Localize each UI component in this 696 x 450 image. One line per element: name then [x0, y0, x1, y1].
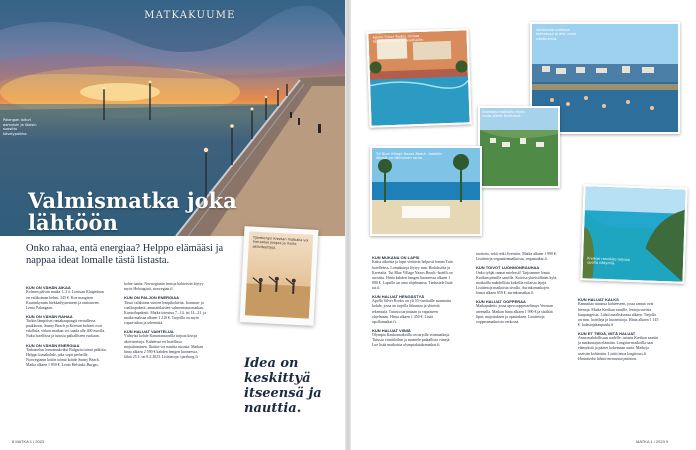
price-note: Hintatiedot lähteä mennessä painoon. [578, 356, 638, 361]
article-title: Valmismatka joka lähtöön [28, 188, 237, 235]
right-column-3 [578, 294, 660, 362]
heading: KUN HALUAT KALKS [578, 297, 619, 302]
left-page [0, 0, 346, 450]
heading: KUN TOIVOT LUONNONRAUHAA [476, 265, 540, 271]
paragraph: Apollo Silver Rodos on yli 55-vuotiaille suunnattu kohde, jossa on tarjolla liikuntaa ja yhteistä tekemistä. Tutustu tarjontaan ja vapaaseen ohjelmaan. Hinta alkaen 1 450 €. Lisää apollomatkat.fi. [372, 299, 451, 324]
paragraph: Kannattaa tutustua kohteeseen, jossa rannat ovat hienoja. Matka Kreikan saarille, lentoja useista kaupungeista. Lähtö maaliskuusta alkaen. Tarjolla on mm. hotelleja ja huoneistoja. Hinta alkaen 1 145 €. kalastajakaupunki.fi [578, 302, 659, 327]
left-column-1 [26, 282, 108, 369]
heading: KUN HALUAT VIINIÄ [372, 327, 411, 333]
folio-right: MATKA 1 / 2023 9 [636, 439, 669, 444]
heading: KUN ET TIEDÄ, MITÄ HALUAT [578, 330, 636, 336]
heading: KUN ON VÄHÄN RAHAA [26, 313, 73, 319]
paragraph: Tässä valikoima vuoren lempikohteita. Ironman- ja vaelluspaketit, ammattilaisten valmentama matkan, Kuntoilupaketti. Matka toteutuu 7.–14. tai 14.–21. ja matka maksaa alkaen 1 210 €. Tarjoilla on myös vapaa-aikaa ja tekemistä. [124, 300, 207, 325]
paragraph: Anna mahdollisuus uudelle: tutustu Kreikan saariin ja matkustajan elämään. Longitur-matkoilla saat elämyksiä ja pääset kokemaan uutta. Matkoja useisiin kohteisiin. Lisää tietoa longitours.fi [578, 336, 659, 356]
photo-greek-coast [478, 106, 560, 188]
heading: KUN HALUAT HENGÄSTYÄ [372, 293, 425, 299]
page-gutter [345, 0, 351, 450]
photo-caption: Tui Blue Village Naxos Beach -hotellin lähellä on Välimeren ranta. [376, 152, 442, 161]
heading: KUN HALUAT OOPPERAA [476, 299, 526, 305]
heading: KUN ON PALJON ENERGIAA [124, 295, 180, 301]
lead-paragraph: Onko rahaa, entä energiaa? Helppo elämääsi ja nappaa ideat lomalle tästä listasta. [26, 243, 224, 266]
polaroid-caption: Tjäreborgin Kreetan matkalla voi harrastaa joogaa ja muita aktiviteetteja. [252, 235, 309, 250]
section-label: MATKAKUUME [144, 10, 236, 21]
photo-caption: Kreikan rannikko tarjoaa upeita näkymiä. [586, 256, 630, 266]
right-column-2 [476, 252, 558, 325]
yoga-polaroid-photo [240, 226, 319, 326]
photo-caption: Stairway-matkoilla myös ranta-lomat Kreikassa. [482, 110, 526, 119]
paragraph: Onko tyhjät rannat mielessä? Tarjoamme lomia Kreikan pienille saarille. Kotoisa yhteisöllinen kylä, matkoilla mahdollista kokeilla erilaisia lajeja. Lisätietoja matkoista sivulla. Aurinkomatkojen lomat alkaen 659 €. aurinkomatkat.fi [476, 270, 558, 295]
yoga-photo [245, 231, 313, 318]
paragraph: Kaksi aikuista ja lapsi viettävät helposti loman Tuin hotelleissa. Lomakoteja löytyy mm. Rodokselta ja Kreetalta. Tui Blue Village Naxos Beach -hotelli on suosittu. Hinta kahden hengen huoneessa alkaen 1 080 €. Lapsille on oma ohjelmansa. Tiedustele lisää tui.fi. [372, 260, 453, 290]
right-column-1 [372, 252, 454, 349]
paragraph: Kolmen päivän matka 1–3 ö. Liettuan Klaipedaan on valikoiman helmi, 345 €. Koe maagisen Kuurinkynnäs hiekkadyyneineen ja rantoineen. Lento Palangaan. [26, 290, 104, 310]
photo-caption: Valokuvaa uudessa kohteessa ja etsi uusia näkökulmia. [536, 28, 576, 41]
heading: KUN MUKANA ON LAPSI [372, 255, 420, 260]
paragraph: tuotteita, sekä retki Sveitsiin. Matka alkaen 1 990 €. Lisätietoja vegaaniinmatkoista, vegamatkat.fi. [476, 252, 557, 262]
paragraph: Viihtyisä kohde Kanariansaarilla tarjoaa kivoja aktiviteetteja. Kahdessa eri hotellissa majoittuminen. Iltaisin voi nauttia ruoasta. Matkan hinta alkaen 2 590 € kahden hengen huoneessa, lähtö 25.1. tai 8.2.2023. Lisätietoja: tjareborg.fi [124, 334, 203, 359]
pull-quote: Idea on keskittyä itseensä ja nauttia. [244, 356, 322, 416]
paragraph: kohte tuntia. Norwegianin lentoja kohteisiin löytyy myös Helsingistä, norwegian.fi. [124, 282, 204, 292]
hero-photo-pier-sunset [0, 0, 346, 236]
folio-left: 8 MATKA 1 / 2023 [12, 439, 45, 444]
heading: KUN HALUAT VAIHTELUA [124, 329, 174, 335]
photo-turquoise-bay [580, 184, 687, 284]
paragraph: Matkapaketti, jossa upea oopperaelämys Veronan areenalla. Matkan hinta alkaen 1 990 € ja sisältää liput, majoituksen ja opastuksen. Lisätietoja oopperamatkoista verkossa. [476, 304, 553, 324]
hero-caption: Palangan laituri aamuisin ja iltaisin suosittu kävelypaikka. [3, 118, 37, 136]
photo-pool-resort [366, 28, 471, 128]
left-column-2 [124, 282, 206, 361]
paragraph: Tarkastelun lomamatkoiksi Bulgaria toimii palkittu. Helppo lomakohde, joka sopii perheille. Norwegianin kotiin toimii kohde Sunny Beach. Matka alkaen 1 850 €. Lento Helsinki–Burgas. [26, 347, 107, 368]
paragraph: Turkin lämpöiset rantakaupungit vertaillessa paukkuvat. Sunny Beach ja Kreetan kohteet ovat edullisia, viikon matkan voi saada alle 400 eurolla. Nuku hotellissa ja tutustu paikalliseen ruokaan. [26, 319, 106, 339]
heading: KUN ON VÄHÄN ENERGIAA [26, 342, 80, 348]
heading: KUN ON VÄHÄN AIKAA [26, 285, 71, 290]
paragraph: Olympia Kaukomatkoilla on tarjolla viinimatkoja. Tutustu viinitiloihin ja maistele paikallisia viinejä. Lue lisää matkoista olympiakaukomatkat.fi. [372, 333, 451, 348]
photo-caption: Apollo Silver Rodos -lomaa täysihoidolla yli 55-vuotiaille. [372, 33, 424, 44]
photo-beach-hotel [370, 146, 482, 236]
